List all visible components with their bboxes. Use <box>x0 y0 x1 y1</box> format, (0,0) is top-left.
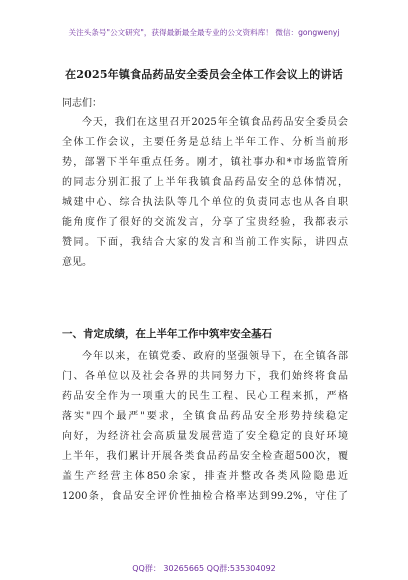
paragraph-achievements <box>62 347 348 507</box>
paragraph-line: 全体工作会议，主要任务是总结上半年工作、分析当前形 <box>62 137 348 148</box>
footer-banner: QQ群： 30265665 QQ群:535304092 <box>132 564 276 573</box>
paragraph-line: 今天，我们在这里召开2025年全镇食品药品安全委员会 <box>82 117 348 128</box>
paragraph-opening <box>62 113 348 273</box>
paragraph-line: 上半年，我们累计开展各类食品药品安全检查超500次，覆 <box>62 451 348 462</box>
paragraph-line: 门、各单位以及社会各界的共同努力下，我们始终将食品 <box>62 371 348 382</box>
section-heading: 一、肯定成绩，在上半年工作中筑牢安全基石 <box>62 328 272 340</box>
salutation: 同志们： <box>62 98 102 109</box>
paragraph-line: 赞同。下面，我结合大家的发言和当前工作实际，讲四点 <box>62 237 348 248</box>
header-banner: 关注头条号"公文研究"，获得最新最全最专业的公文资料库！ 微信：gongwenyj <box>68 28 340 37</box>
paragraph-line: 药品安全作为一项重大的民生工程、民心工程来抓，严格 <box>62 391 348 402</box>
paragraph-line: 势，部署下半年重点任务。刚才，镇社事办和*市场监管所 <box>62 157 348 168</box>
paragraph-line: 城建中心、综合执法队等几个单位的负责同志也从各自职 <box>62 197 348 208</box>
paragraph-line: 盖生产经营主体850余家，排查并整改各类风险隐患近 <box>62 471 348 482</box>
paragraph-line: 向好，为经济社会高质量发展营造了安全稳定的良好环境 <box>62 431 348 442</box>
paragraph-line: 1200条，食品安全评价性抽检合格率达到99.2%，守住了 <box>62 491 348 502</box>
paragraph-line: 落实"四个最严"要求，全镇食品药品安全形势持续稳定 <box>62 411 348 422</box>
paragraph-line: 能角度作了很好的交流发言，分享了宝贵经验，我都表示 <box>62 217 348 228</box>
document-title: 在2025年镇食品药品安全委员会全体工作会议上的讲话 <box>65 68 343 81</box>
paragraph-line: 意见。 <box>62 257 92 268</box>
paragraph-line: 今年以来，在镇党委、政府的坚强领导下，在全镇各部 <box>82 351 348 362</box>
paragraph-line: 的同志分别汇报了上半年我镇食品药品安全的总体情况， <box>62 177 348 188</box>
